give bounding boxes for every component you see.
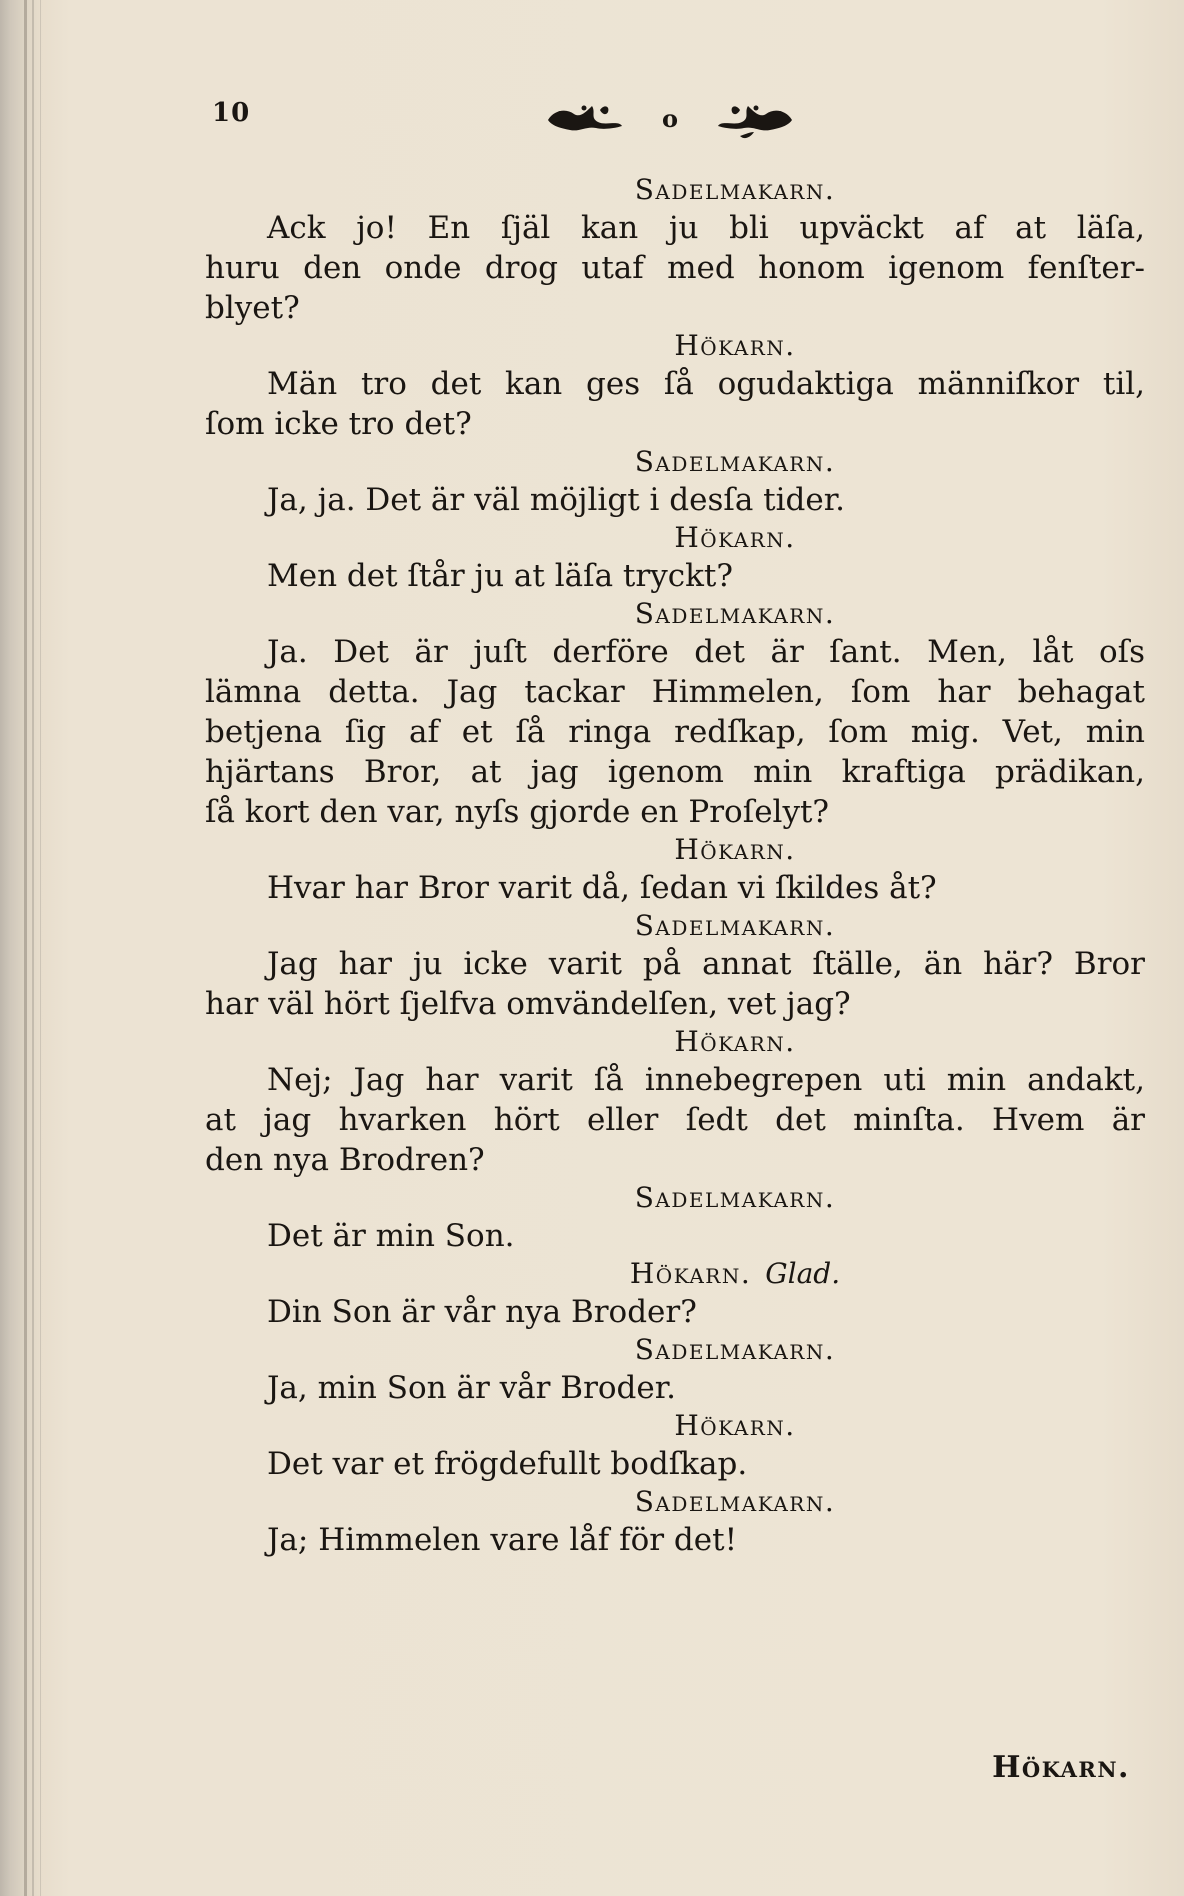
speaker-label: Sadelmakarn. — [634, 173, 836, 206]
speaker-label: Sadelmakarn. — [634, 1181, 836, 1214]
text-line: Det var et frögdefullt bodſkap. — [267, 1446, 748, 1482]
text-line: betjena ſig af et ſå ringa redſkap, ſom mig. Vet, min — [205, 714, 1145, 750]
text-line: har väl hört ſjelfva omvändelſen, vet jag? — [205, 986, 851, 1022]
speaker-label: Sadelmakarn. — [634, 1333, 836, 1366]
text-line: Hvar har Bror varit då, ſedan vi ſkildes åt? — [267, 870, 937, 906]
speech-8 — [205, 1024, 1145, 1180]
text-line: lämna detta. Jag tackar Himmelen, ſom har behagat — [205, 674, 1145, 710]
speech-11 — [205, 1332, 1145, 1408]
text-line: ſom icke tro det? — [205, 406, 472, 442]
speech-10 — [205, 1256, 1145, 1332]
speech-6 — [205, 832, 1145, 908]
speech-3 — [205, 444, 1145, 520]
text-line: Jag har ju icke varit på annat ſtälle, än här? Bror — [267, 946, 1145, 982]
speech-5 — [205, 596, 1145, 832]
speech-4 — [205, 520, 1145, 596]
text-line: Ja, min Son är vår Broder. — [267, 1370, 677, 1406]
speech-12 — [205, 1408, 1145, 1484]
page-header — [200, 92, 1120, 142]
speaker-label: Sadelmakarn. — [634, 1485, 836, 1518]
text-line: hjärtans Bror, at jag igenom min kraftiga prädikan, — [205, 754, 1145, 790]
text-line: Ack jo! En ſjäl kan ju bli upväckt af at läſa, — [267, 210, 1145, 246]
speech-1 — [205, 172, 1145, 328]
speech-2 — [205, 328, 1145, 444]
printers-ornament — [540, 92, 800, 142]
gutter-shadow — [24, 0, 27, 1896]
speech-9 — [205, 1180, 1145, 1256]
text-line: Ja. Det är juſt derföre det är ſant. Men, låt oſs — [267, 634, 1145, 670]
speaker-label: Hökarn. — [674, 1409, 796, 1442]
speaker-label: Hökarn. — [674, 833, 796, 866]
text-line: Nej; Jag har varit ſå innebegrepen uti min andakt, — [267, 1062, 1145, 1098]
text-line: blyet? — [205, 290, 300, 326]
play-text — [205, 172, 1145, 1560]
text-line: Ja, ja. Det är väl möjligt i desſa tider. — [267, 482, 846, 518]
text-line: den nya Brodren? — [205, 1142, 485, 1178]
text-line: at jag hvarken hört eller ſedt det minſta. Hvem är — [205, 1102, 1145, 1138]
text-line: Men det ſtår ju at läſa tryckt? — [267, 558, 733, 594]
text-line: Män tro det kan ges ſå ogudaktiga männiſkor til, — [267, 366, 1145, 402]
speaker-label: Hökarn. — [674, 1025, 796, 1058]
speaker-label: Hökarn. — [674, 521, 796, 554]
catchword: Hökarn. — [992, 1750, 1130, 1785]
speech-7 — [205, 908, 1145, 1024]
speaker-label: Hökarn. — [674, 329, 796, 362]
text-line: Din Son är vår nya Broder? — [267, 1294, 697, 1330]
speaker-label — [205, 1256, 1145, 1292]
speaker-label: Sadelmakarn. — [634, 909, 836, 942]
text-line: Ja; Himmelen vare låf för det! — [267, 1522, 738, 1558]
stage-direction: Glad. — [765, 1257, 841, 1290]
gutter-shadow — [32, 0, 34, 1896]
ornament-center: o — [661, 104, 679, 133]
gutter-shadow — [40, 0, 41, 1896]
text-line: ſå kort den var, nyſs gjorde en Proſelyt? — [205, 794, 830, 830]
text-line: huru den onde drog utaf med honom igenom fenſter- — [205, 250, 1145, 286]
speech-13 — [205, 1484, 1145, 1560]
speaker-name: Hökarn. — [629, 1257, 752, 1290]
speaker-label: Sadelmakarn. — [634, 445, 836, 478]
page-number: 10 — [212, 98, 251, 128]
text-line: Det är min Son. — [267, 1218, 515, 1254]
speaker-label: Sadelmakarn. — [634, 597, 836, 630]
